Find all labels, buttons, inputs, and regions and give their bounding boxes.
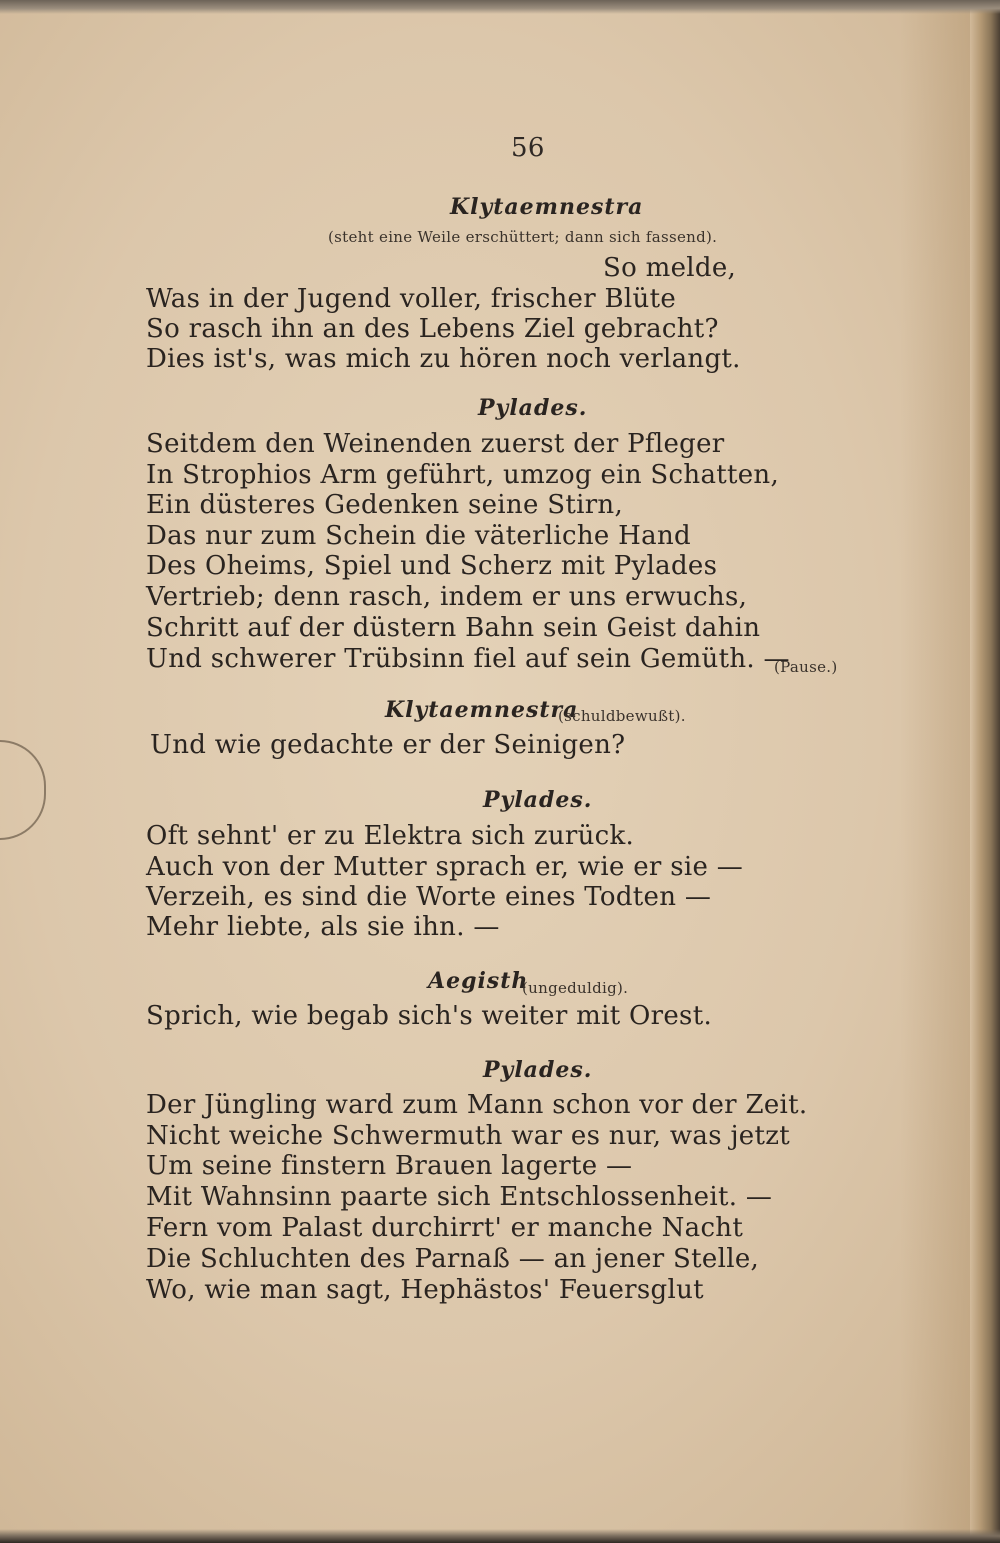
page-bottom-edge [0, 1529, 1000, 1543]
verse-line: Vertrieb; denn rasch, indem er uns erwuchs, [146, 582, 748, 612]
verse-line: Und schwerer Trübsinn fiel auf sein Gemüth. — [146, 644, 790, 674]
verse-line: Ein düsteres Gedenken seine Stirn, [146, 490, 624, 520]
verse-line: Mit Wahnsinn paarte sich Entschlossenheit. — [146, 1182, 773, 1212]
verse-line: Das nur zum Schein die väterliche Hand [146, 521, 691, 551]
verse-line: Nicht weiche Schwermuth war es nur, was jetzt [146, 1121, 790, 1151]
verse-line: Sprich, wie begab sich's weiter mit Orest. [146, 1001, 713, 1031]
verse-line: Verzeih, es sind die Worte eines Todten — [146, 882, 712, 912]
verse-line: Der Jüngling ward zum Mann schon vor der Zeit. [146, 1090, 808, 1120]
verse-line: Fern vom Palast durchirrt' er manche Nacht [146, 1213, 744, 1243]
verse-line: So rasch ihn an des Lebens Ziel gebracht? [146, 314, 719, 344]
verse-line: Was in der Jugend voller, frischer Blüte [146, 284, 677, 314]
verse-line: Um seine finstern Brauen lagerte — [146, 1151, 633, 1181]
verse-line: Wo, wie man sagt, Hephästos' Feuersglut [146, 1275, 704, 1305]
speaker-name: Aegisth [428, 968, 529, 994]
speaker-name: Klytaemnestra [385, 697, 579, 723]
speaker-name: Pylades. [483, 1057, 593, 1083]
verse-line: Mehr liebte, als sie ihn. — [146, 912, 500, 942]
verse-line: Dies ist's, was mich zu hören noch verlangt. [146, 344, 741, 374]
verse-line: Oft sehnt' er zu Elektra sich zurück. [146, 821, 635, 851]
page-top-edge [0, 0, 1000, 14]
speaker-name: Pylades. [483, 787, 593, 813]
verse-line: In Strophios Arm geführt, umzog ein Schatten, [146, 460, 780, 490]
stage-direction: (steht eine Weile erschüttert; dann sich fassend). [328, 228, 718, 246]
page-shading [900, 0, 970, 1543]
stage-direction: (schuldbewußt). [558, 707, 686, 725]
verse-line: Des Oheims, Spiel und Scherz mit Pylades [146, 551, 718, 581]
verse-line: Und wie gedachte er der Seinigen? [150, 730, 626, 760]
speaker-name: Klytaemnestra [450, 194, 644, 220]
verse-line: So melde, [603, 253, 737, 283]
stage-direction: (ungeduldig). [522, 979, 629, 997]
verse-line: Schritt auf der düstern Bahn sein Geist dahin [146, 613, 761, 643]
speaker-name: Pylades. [478, 395, 588, 421]
verse-line: Seitdem den Weinenden zuerst der Pfleger [146, 429, 725, 459]
verse-line: Auch von der Mutter sprach er, wie er sie — [146, 852, 743, 882]
clip-shadow [0, 740, 46, 840]
verse-line: Die Schluchten des Parnaß — an jener Stelle, [146, 1244, 760, 1274]
book-fore-edge [970, 0, 1000, 1543]
stage-direction: (Pause.) [774, 658, 838, 676]
page-number: 56 [511, 133, 545, 163]
